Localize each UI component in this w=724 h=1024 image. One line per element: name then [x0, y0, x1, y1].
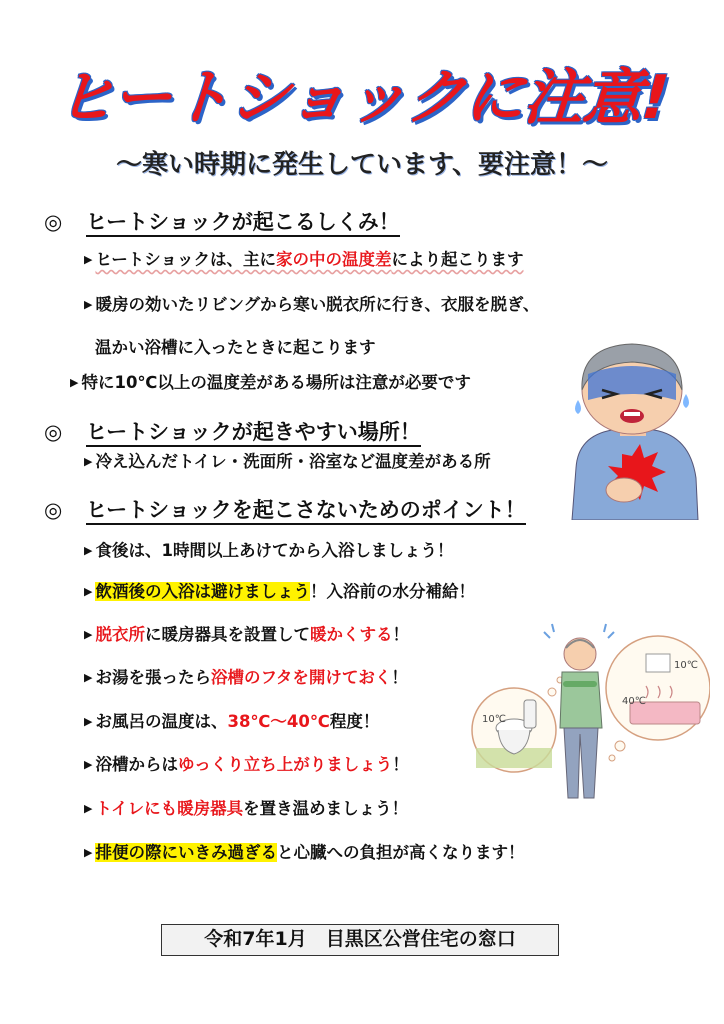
section-heading-places	[44, 416, 421, 446]
list-item: ▶ 脱衣所に暖房器具を設置して暖かくする！	[84, 625, 409, 644]
double-circle-mark: ◎	[44, 210, 63, 234]
list-item: ▶ お湯を張ったら浴槽のフタを開けておく！	[84, 668, 408, 687]
bullet-icon: ▶	[84, 585, 93, 598]
bullet-icon: ▶	[84, 253, 93, 266]
section-heading-text: ヒートショックが起きやすい場所！	[86, 420, 421, 447]
bullet-icon: ▶	[84, 715, 93, 728]
page-subtitle: 〜寒い時期に発生しています、要注意！〜	[116, 150, 608, 180]
list-item: ▶ トイレにも暖房器具を置き温めましょう！	[84, 799, 409, 818]
list-item: ▶ 暖房の効いたリビングから寒い脱衣所に行き、衣服を脱ぎ、	[84, 295, 540, 314]
bullet-icon: ▶	[84, 758, 93, 771]
section-heading-prevention	[44, 494, 526, 524]
footer-notice: 令和7年1月 目黒区公営住宅の窓口	[161, 924, 559, 956]
list-item-continuation: 温かい浴槽に入ったときに起こります	[95, 338, 376, 357]
list-item: ▶ お風呂の温度は、38℃～40℃程度！	[84, 712, 380, 731]
list-item: ▶ 飲酒後の入浴は避けましょう！入浴前の水分補給！	[84, 582, 475, 601]
list-item: ▶ 排便の際にいきみ過ぎると心臓への負担が高くなります！	[84, 843, 525, 862]
double-circle-mark: ◎	[44, 420, 63, 444]
toilet-temp-label: 10℃	[482, 714, 506, 725]
bullet-icon: ▶	[84, 628, 93, 641]
list-item: ▶ 食後は、1時間以上あけてから入浴しましょう！	[84, 541, 454, 560]
bullet-icon: ▶	[70, 376, 79, 389]
bullet-icon: ▶	[84, 846, 93, 859]
list-item: ▶ ヒートショックは、主に家の中の温度差により起こります	[84, 250, 524, 269]
list-item: ▶ 特に10℃以上の温度差がある場所は注意が必要です	[70, 373, 471, 392]
list-item: ▶ 冷え込んだトイレ・洗面所・浴室など温度差がある所	[84, 452, 491, 471]
bullet-icon: ▶	[84, 802, 93, 815]
list-item: ▶ 浴槽からはゆっくり立ち上がりましょう！	[84, 755, 409, 774]
bullet-icon: ▶	[84, 544, 93, 557]
cold-bathroom-illustration	[470, 618, 710, 818]
bullet-icon: ▶	[84, 298, 93, 311]
bath-temp-label: 40℃	[622, 696, 646, 707]
chest-pain-man-illustration	[562, 338, 704, 520]
bullet-icon: ▶	[84, 671, 93, 684]
page-title: ヒートショックに注意!	[52, 63, 671, 133]
section-heading-mechanism	[44, 206, 400, 236]
double-circle-mark: ◎	[44, 498, 63, 522]
room-temp-label: 10℃	[674, 660, 698, 671]
section-heading-text: ヒートショックが起こるしくみ！	[86, 210, 400, 237]
bullet-icon: ▶	[84, 455, 93, 468]
section-heading-text: ヒートショックを起こさないためのポイント！	[86, 498, 526, 525]
